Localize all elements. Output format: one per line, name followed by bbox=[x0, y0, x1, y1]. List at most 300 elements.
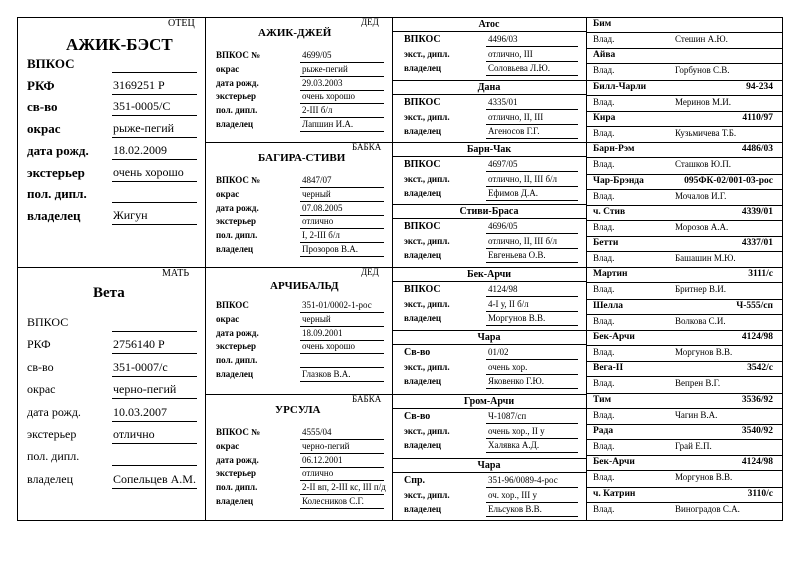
ancestor-field-value: отлично, III bbox=[488, 48, 533, 59]
ancestor-name: ч. Стив bbox=[593, 206, 626, 217]
grandparent-field-value: 2-II вп, 2-III кс, III п/д bbox=[302, 482, 386, 493]
ancestor-number: 4110/97 bbox=[742, 112, 773, 123]
grandparent-field-value: I, 2-III б/л bbox=[302, 230, 340, 241]
father-svvo-label: св-во bbox=[27, 99, 58, 115]
underline bbox=[486, 61, 578, 62]
ancestor-divider bbox=[392, 80, 586, 81]
underline bbox=[300, 62, 384, 63]
underline bbox=[112, 398, 197, 399]
grandparent-field-label: окрас bbox=[216, 63, 240, 74]
underline bbox=[112, 115, 197, 116]
ancestor-divider bbox=[586, 455, 783, 456]
name-divider bbox=[586, 314, 783, 315]
grandparent-field-value: Прозоров В.А. bbox=[302, 244, 359, 254]
underline bbox=[112, 443, 197, 444]
grandparent-field-label: владелец bbox=[216, 119, 254, 129]
ancestor-divider bbox=[392, 458, 586, 459]
name-divider bbox=[586, 189, 783, 190]
name-divider bbox=[586, 282, 783, 283]
owner-value: Кузьмичева Т.Б. bbox=[675, 127, 737, 138]
owner-label: Влад. bbox=[593, 409, 615, 420]
grandparent-field-value: 18.09.2001 bbox=[302, 327, 343, 338]
name-divider bbox=[586, 126, 783, 127]
underline bbox=[486, 388, 578, 389]
father-owner-value: Жигун bbox=[113, 207, 148, 222]
ancestor-field-value: Яковенко Г.Ю. bbox=[488, 376, 545, 386]
underline bbox=[486, 374, 578, 375]
grandparent-field-label: дата рожд. bbox=[216, 327, 259, 338]
mother-vkpos-label: ВПКОС bbox=[27, 315, 69, 329]
owner-label: Влад. bbox=[593, 65, 615, 76]
ancestor-field-label: Св-во bbox=[404, 347, 431, 358]
owner-label: Влад. bbox=[593, 221, 615, 232]
ancestor-field-value: Ч-1087/сп bbox=[488, 411, 527, 421]
father-rkf-value: 3169251 Р bbox=[113, 77, 165, 92]
grandparent-field-label: владелец bbox=[216, 369, 254, 379]
ancestor-field-label: ВПКОС bbox=[404, 284, 441, 295]
ancestor-field-label: владелец bbox=[404, 440, 442, 450]
owner-label: Влад. bbox=[593, 96, 615, 107]
grandparent-field-value: 351-01/0002-1-рос bbox=[302, 300, 372, 310]
mother-dipl-label: пол. дипл. bbox=[27, 449, 80, 464]
grandparent-field-label: экстерьер bbox=[216, 468, 257, 479]
name-divider bbox=[392, 218, 586, 219]
grandparent-tag: БАБКА bbox=[352, 394, 382, 404]
ancestor-field-label: ВПКОС bbox=[404, 97, 441, 108]
underline bbox=[300, 353, 384, 354]
underline bbox=[486, 452, 578, 453]
name-divider bbox=[392, 344, 586, 345]
ancestor-field-label: ВПКОС bbox=[404, 221, 441, 232]
grandparent-name: АРЧИБАЛЬД bbox=[270, 280, 339, 292]
underline bbox=[112, 137, 197, 138]
owner-value: Мочалов И.Г. bbox=[675, 190, 727, 201]
underline bbox=[486, 75, 578, 76]
ancestor-field-label: Спр. bbox=[404, 475, 426, 486]
ancestor-field-label: экст., дипл. bbox=[404, 489, 450, 500]
owner-label: Влад. bbox=[593, 190, 615, 201]
ancestor-field-value: 4124/98 bbox=[488, 284, 518, 294]
ancestor-divider bbox=[392, 17, 586, 18]
owner-value: Башашин М.Ю. bbox=[675, 253, 736, 264]
grandparent-field-value: Глазков В.А. bbox=[302, 369, 351, 379]
underline bbox=[112, 421, 197, 422]
ancestor-field-label: владелец bbox=[404, 126, 442, 136]
ancestor-field-label: ВПКОС bbox=[404, 159, 441, 170]
ancestor-name: Билл-Чарли bbox=[593, 81, 647, 92]
ancestor-field-label: владелец bbox=[404, 250, 442, 260]
ancestor-name: Айва bbox=[593, 50, 616, 61]
name-divider bbox=[586, 502, 783, 503]
owner-label: Влад. bbox=[593, 284, 615, 295]
ancestor-number: 3542/с bbox=[747, 363, 773, 374]
underline bbox=[300, 312, 384, 313]
ancestor-name: Дана bbox=[477, 82, 501, 93]
underline bbox=[112, 202, 197, 203]
ancestor-field-value: Ефимов Д.А. bbox=[488, 188, 538, 198]
ancestor-field-value: оч. хор., III у bbox=[488, 489, 537, 500]
grandparent-field-value: Колесников С.Г. bbox=[302, 496, 364, 506]
name-divider bbox=[586, 157, 783, 158]
grandparent-field-label: пол. дипл. bbox=[216, 230, 258, 241]
ancestor-name: Бек-Арчи bbox=[466, 269, 512, 280]
grandparent-field-label: дата рожд. bbox=[216, 77, 259, 88]
grandparent-field-value: 07.08.2005 bbox=[302, 202, 343, 213]
ancestor-field-value: 01/02 bbox=[488, 347, 509, 357]
owner-label: Влад. bbox=[593, 315, 615, 326]
name-divider bbox=[586, 251, 783, 252]
underline bbox=[300, 381, 384, 382]
ancestor-name: Кира bbox=[593, 112, 616, 123]
name-divider bbox=[392, 472, 586, 473]
ancestor-name: Барн-Чак bbox=[466, 144, 512, 155]
grandparent-field-label: ВПКОС № bbox=[216, 175, 261, 185]
grandparent-name: УРСУЛА bbox=[275, 404, 321, 416]
grandparent-field-value: отлично bbox=[302, 468, 334, 479]
underline bbox=[300, 76, 384, 77]
underline bbox=[112, 94, 197, 95]
divider-3 bbox=[586, 17, 587, 520]
ancestor-divider bbox=[586, 236, 783, 237]
ancestor-divider bbox=[586, 111, 783, 112]
ancestor-field-label: владелец bbox=[404, 188, 442, 198]
grandparent-field-value: 4699/05 bbox=[302, 50, 332, 60]
ancestor-name: Рада bbox=[593, 425, 614, 436]
owner-value: Грай Е.П. bbox=[675, 440, 712, 451]
grandparent-field-value: Лапшин И.А. bbox=[302, 119, 354, 129]
ancestor-divider bbox=[586, 174, 783, 175]
ancestor-field-value: 4-I у, II б/л bbox=[488, 298, 529, 309]
owner-value: Виноградов С.А. bbox=[675, 503, 740, 514]
ancestor-divider bbox=[586, 267, 783, 268]
grandparent-field-value: 06.12.2001 bbox=[302, 454, 343, 465]
ancestor-divider bbox=[586, 330, 783, 331]
ancestor-field-value: отлично, II, III б/л bbox=[488, 173, 558, 184]
grandparent-field-label: окрас bbox=[216, 188, 240, 199]
underline bbox=[112, 353, 197, 354]
ancestor-name: Бетти bbox=[593, 238, 619, 249]
ancestor-name: Чар-Брэнда bbox=[593, 175, 644, 186]
owner-label: Влад. bbox=[593, 472, 615, 483]
grandparent-field-value: 4847/07 bbox=[302, 175, 332, 185]
mother-ext-value: отлично bbox=[113, 427, 155, 441]
name-divider bbox=[392, 156, 586, 157]
name-divider bbox=[586, 220, 783, 221]
ancestor-field-value: 4696/05 bbox=[488, 221, 518, 231]
owner-label: Влад. bbox=[593, 440, 615, 451]
father-ext-value: очень хорошо bbox=[113, 164, 184, 179]
grandparent-tag: ДЕД bbox=[361, 17, 379, 27]
father-owner-label: владелец bbox=[27, 207, 81, 223]
mother-color-value: черно-пегий bbox=[113, 382, 177, 397]
grandparent-field-label: экстерьер bbox=[216, 91, 257, 102]
ancestor-field-value: Халявка А.Д. bbox=[488, 440, 540, 450]
ancestor-name: Шелла bbox=[593, 300, 624, 311]
ancestor-divider bbox=[392, 267, 586, 268]
ancestor-field-value: 4335/01 bbox=[488, 97, 518, 107]
grandparent-field-value: рыже-пегий bbox=[302, 63, 348, 74]
ancestor-name: Барн-Рэм bbox=[593, 144, 635, 155]
underline bbox=[486, 233, 578, 234]
grandparent-field-label: экстерьер bbox=[216, 341, 257, 352]
name-divider bbox=[586, 439, 783, 440]
underline bbox=[112, 331, 197, 332]
grandparent-field-value: очень хорошо bbox=[302, 341, 356, 352]
underline bbox=[300, 187, 384, 188]
owner-value: Вепрен В.Г. bbox=[675, 378, 721, 389]
father-color-value: рыже-пегий bbox=[113, 121, 175, 136]
underline bbox=[486, 109, 578, 110]
ancestor-field-label: владелец bbox=[404, 63, 442, 73]
ancestor-number: 94-234 bbox=[746, 81, 773, 92]
owner-label: Влад. bbox=[593, 503, 615, 514]
owner-value: Волкова С.И. bbox=[675, 315, 726, 326]
name-divider bbox=[586, 32, 783, 33]
grandparent-field-value: черный bbox=[302, 188, 331, 199]
ancestor-name: Гром-Арчи bbox=[463, 396, 515, 407]
underline bbox=[486, 359, 578, 360]
mother-tag: МАТЬ bbox=[162, 268, 190, 279]
grandparent-field-value: 2-III б/л bbox=[302, 105, 333, 116]
underline bbox=[112, 465, 197, 466]
name-divider bbox=[586, 408, 783, 409]
grandparent-field-label: владелец bbox=[216, 244, 254, 254]
grandparent-field-value: 29.03.2003 bbox=[302, 77, 343, 88]
ancestor-divider bbox=[586, 393, 783, 394]
name-divider bbox=[586, 345, 783, 346]
father-dipl-label: пол. дипл. bbox=[27, 186, 87, 202]
ancestor-field-value: очень хор. bbox=[488, 361, 528, 372]
ancestor-field-label: экст., дипл. bbox=[404, 235, 450, 246]
ancestor-field-label: экст., дипл. bbox=[404, 111, 450, 122]
ancestor-divider bbox=[586, 48, 783, 49]
ancestor-number: 4124/98 bbox=[741, 457, 773, 468]
grandparent-field-value: 4555/04 bbox=[302, 427, 332, 437]
ancestor-field-label: владелец bbox=[404, 313, 442, 323]
ancestor-number: 4124/98 bbox=[741, 332, 773, 342]
ancestor-number: 3111/с bbox=[748, 269, 773, 280]
owner-label: Влад. bbox=[593, 253, 615, 264]
grandparent-name: АЖИК-ДЖЕЙ bbox=[258, 27, 332, 39]
name-divider bbox=[586, 95, 783, 96]
owner-label: Влад. bbox=[593, 347, 615, 357]
grandparent-field-label: экстерьер bbox=[216, 216, 257, 227]
ancestor-field-value: отлично, II, III bbox=[488, 111, 544, 122]
father-name: АЖИК-БЭСТ bbox=[66, 35, 173, 54]
ancestor-name: Вега-II bbox=[593, 363, 624, 374]
ancestor-name: Бим bbox=[593, 19, 612, 29]
underline bbox=[112, 224, 197, 225]
father-ext-label: экстерьер bbox=[27, 164, 85, 180]
ancestor-field-value: очень хор., II у bbox=[488, 425, 545, 436]
ancestor-field-value: Соловьева Л.Ю. bbox=[488, 63, 550, 73]
ancestor-number: 3536/92 bbox=[741, 394, 773, 405]
ancestor-number: 4339/01 bbox=[741, 206, 773, 217]
name-divider bbox=[586, 63, 783, 64]
name-divider bbox=[586, 470, 783, 471]
grandparent-field-label: окрас bbox=[216, 313, 240, 324]
grandparent-field-label: дата рожд. bbox=[216, 202, 259, 213]
grandparent-field-label: пол. дипл. bbox=[216, 105, 258, 116]
owner-value: Стешин А.Ю. bbox=[675, 34, 728, 44]
owner-value: Бритнер В.И. bbox=[675, 284, 726, 295]
ancestor-field-label: владелец bbox=[404, 376, 442, 386]
owner-value: Морозов А.А. bbox=[675, 221, 729, 232]
father-tag: ОТЕЦ bbox=[168, 18, 195, 29]
grandparent-field-value: черный bbox=[302, 313, 331, 324]
underline bbox=[486, 171, 578, 172]
ancestor-field-value: Агеносов Г.Г. bbox=[488, 126, 540, 136]
grandparent-field-label: дата рожд. bbox=[216, 454, 259, 465]
underline bbox=[486, 487, 578, 488]
owner-label: Влад. bbox=[593, 159, 615, 170]
underline bbox=[112, 159, 197, 160]
ancestor-name: Тим bbox=[593, 394, 612, 405]
ancestor-divider bbox=[392, 394, 586, 395]
father-rkf-label: РКФ bbox=[27, 77, 55, 93]
ancestor-divider bbox=[586, 205, 783, 206]
ancestor-divider bbox=[586, 299, 783, 300]
underline bbox=[486, 200, 578, 201]
ancestor-field-label: Св-во bbox=[404, 411, 431, 422]
divider-1 bbox=[205, 17, 206, 520]
mother-color-label: окрас bbox=[27, 382, 56, 397]
ancestor-name: Бек-Арчи bbox=[593, 457, 635, 468]
ancestor-field-value: Ельсуков В.В. bbox=[488, 504, 542, 514]
grandparent-tag: БАБКА bbox=[352, 142, 382, 152]
name-divider bbox=[392, 408, 586, 409]
ancestor-field-value: 351-96/0089-4-рос bbox=[488, 475, 558, 485]
underline bbox=[112, 488, 197, 489]
owner-value: Чагин В.А. bbox=[675, 409, 718, 420]
name-divider bbox=[586, 376, 783, 377]
mother-owner-label: владелец bbox=[27, 471, 73, 486]
grandparent-field-label: ВПКОС bbox=[216, 300, 249, 310]
ancestor-field-value: Моргунов В.В. bbox=[488, 313, 546, 323]
mother-owner-value: Сопельцев А.М. bbox=[113, 471, 196, 486]
ancestor-field-label: владелец bbox=[404, 504, 442, 514]
name-divider bbox=[392, 281, 586, 282]
underline bbox=[486, 138, 578, 139]
underline bbox=[300, 256, 384, 257]
name-divider bbox=[392, 31, 586, 32]
underline bbox=[486, 296, 578, 297]
ancestor-field-value: отлично, II, III б/л bbox=[488, 235, 558, 246]
ancestor-field-label: ВПКОС bbox=[404, 34, 441, 45]
ancestor-name: Стиви-Браса bbox=[459, 206, 519, 217]
ancestor-field-value: Евгеньева О.В. bbox=[488, 250, 546, 260]
ancestor-field-label: экст., дипл. bbox=[404, 173, 450, 184]
underline bbox=[486, 262, 578, 263]
ancestor-divider bbox=[392, 142, 586, 143]
underline bbox=[486, 46, 578, 47]
ancestor-divider bbox=[392, 330, 586, 331]
underline bbox=[486, 311, 578, 312]
underline bbox=[486, 124, 578, 125]
ancestor-divider bbox=[586, 424, 783, 425]
underline bbox=[486, 516, 578, 517]
ancestor-divider bbox=[586, 487, 783, 488]
grandparent-name: БАГИРА-СТИВИ bbox=[258, 152, 346, 164]
mother-ext-label: экстерьер bbox=[27, 427, 77, 441]
ancestor-field-value: 4496/03 bbox=[488, 34, 518, 44]
owner-value: Меринов М.И. bbox=[675, 96, 732, 107]
ancestor-divider bbox=[586, 80, 783, 81]
ancestor-field-label: экст., дипл. bbox=[404, 298, 450, 309]
underline bbox=[112, 376, 197, 377]
father-svvo-value: 351-0005/С bbox=[113, 99, 171, 114]
owner-label: Влад. bbox=[593, 127, 615, 138]
ancestor-name: Бек-Арчи bbox=[593, 332, 635, 342]
grandparent-field-label: ВПКОС № bbox=[216, 427, 261, 437]
owner-value: Моргунов В.В. bbox=[675, 347, 733, 357]
mother-svvo-label: св-во bbox=[27, 359, 54, 374]
ancestor-number: 095ФК-02/001-03-рос bbox=[684, 175, 773, 186]
underline bbox=[112, 181, 197, 182]
grandparent-field-label: окрас bbox=[216, 440, 240, 451]
underline bbox=[486, 248, 578, 249]
grandparent-field-label: пол. дипл. bbox=[216, 355, 258, 366]
father-color-label: окрас bbox=[27, 121, 61, 137]
owner-label: Влад. bbox=[593, 378, 615, 389]
owner-value: Моргунов В.В. bbox=[675, 472, 733, 483]
underline bbox=[486, 186, 578, 187]
underline bbox=[486, 438, 578, 439]
ancestor-divider bbox=[586, 361, 783, 362]
ancestor-name: Мартин bbox=[593, 269, 628, 280]
mother-rkf-label: РКФ bbox=[27, 337, 51, 352]
ancestor-name: Чара bbox=[477, 460, 501, 471]
mother-dob-value: 10.03.2007 bbox=[113, 404, 167, 419]
ancestor-field-label: экст., дипл. bbox=[404, 361, 450, 372]
ancestor-name: Чара bbox=[477, 332, 501, 343]
underline bbox=[300, 453, 384, 454]
mother-svvo-value: 351-0007/с bbox=[113, 359, 168, 374]
underline bbox=[486, 502, 578, 503]
underline bbox=[300, 326, 384, 327]
grandparent-field-value: черно-пегий bbox=[302, 440, 350, 451]
father-dob-label: дата рожд. bbox=[27, 142, 89, 158]
name-divider bbox=[392, 94, 586, 95]
owner-value: Горбунов С.В. bbox=[675, 65, 730, 76]
underline bbox=[486, 423, 578, 424]
underline bbox=[300, 131, 384, 132]
ancestor-field-label: экст., дипл. bbox=[404, 425, 450, 436]
grandparent-field-label: ВПКОС № bbox=[216, 50, 261, 60]
grandparent-tag: ДЕД bbox=[361, 267, 379, 277]
ancestor-divider bbox=[392, 204, 586, 205]
grandparent-field-value: отлично bbox=[302, 216, 334, 227]
ancestor-field-label: экст., дипл. bbox=[404, 48, 450, 59]
ancestor-field-value: 4697/05 bbox=[488, 159, 518, 169]
ancestor-number: 3540/92 bbox=[741, 425, 773, 436]
ancestor-number: Ч-555/сп bbox=[736, 300, 773, 311]
ancestor-number: 4486/03 bbox=[741, 144, 773, 155]
underline bbox=[300, 201, 384, 202]
underline bbox=[486, 325, 578, 326]
mother-rkf-value: 2756140 Р bbox=[113, 337, 165, 352]
ancestor-number: 4337/01 bbox=[741, 238, 773, 249]
grandparent-field-label: владелец bbox=[216, 496, 254, 506]
ancestor-name: Атос bbox=[478, 19, 500, 30]
mother-dob-label: дата рожд. bbox=[27, 404, 81, 419]
grandparent-field-label: пол. дипл. bbox=[216, 482, 258, 493]
ancestor-divider bbox=[586, 142, 783, 143]
underline bbox=[300, 439, 384, 440]
grandparent-field-value: очень хорошо bbox=[302, 91, 356, 102]
underline bbox=[300, 508, 384, 509]
underline bbox=[112, 72, 197, 73]
